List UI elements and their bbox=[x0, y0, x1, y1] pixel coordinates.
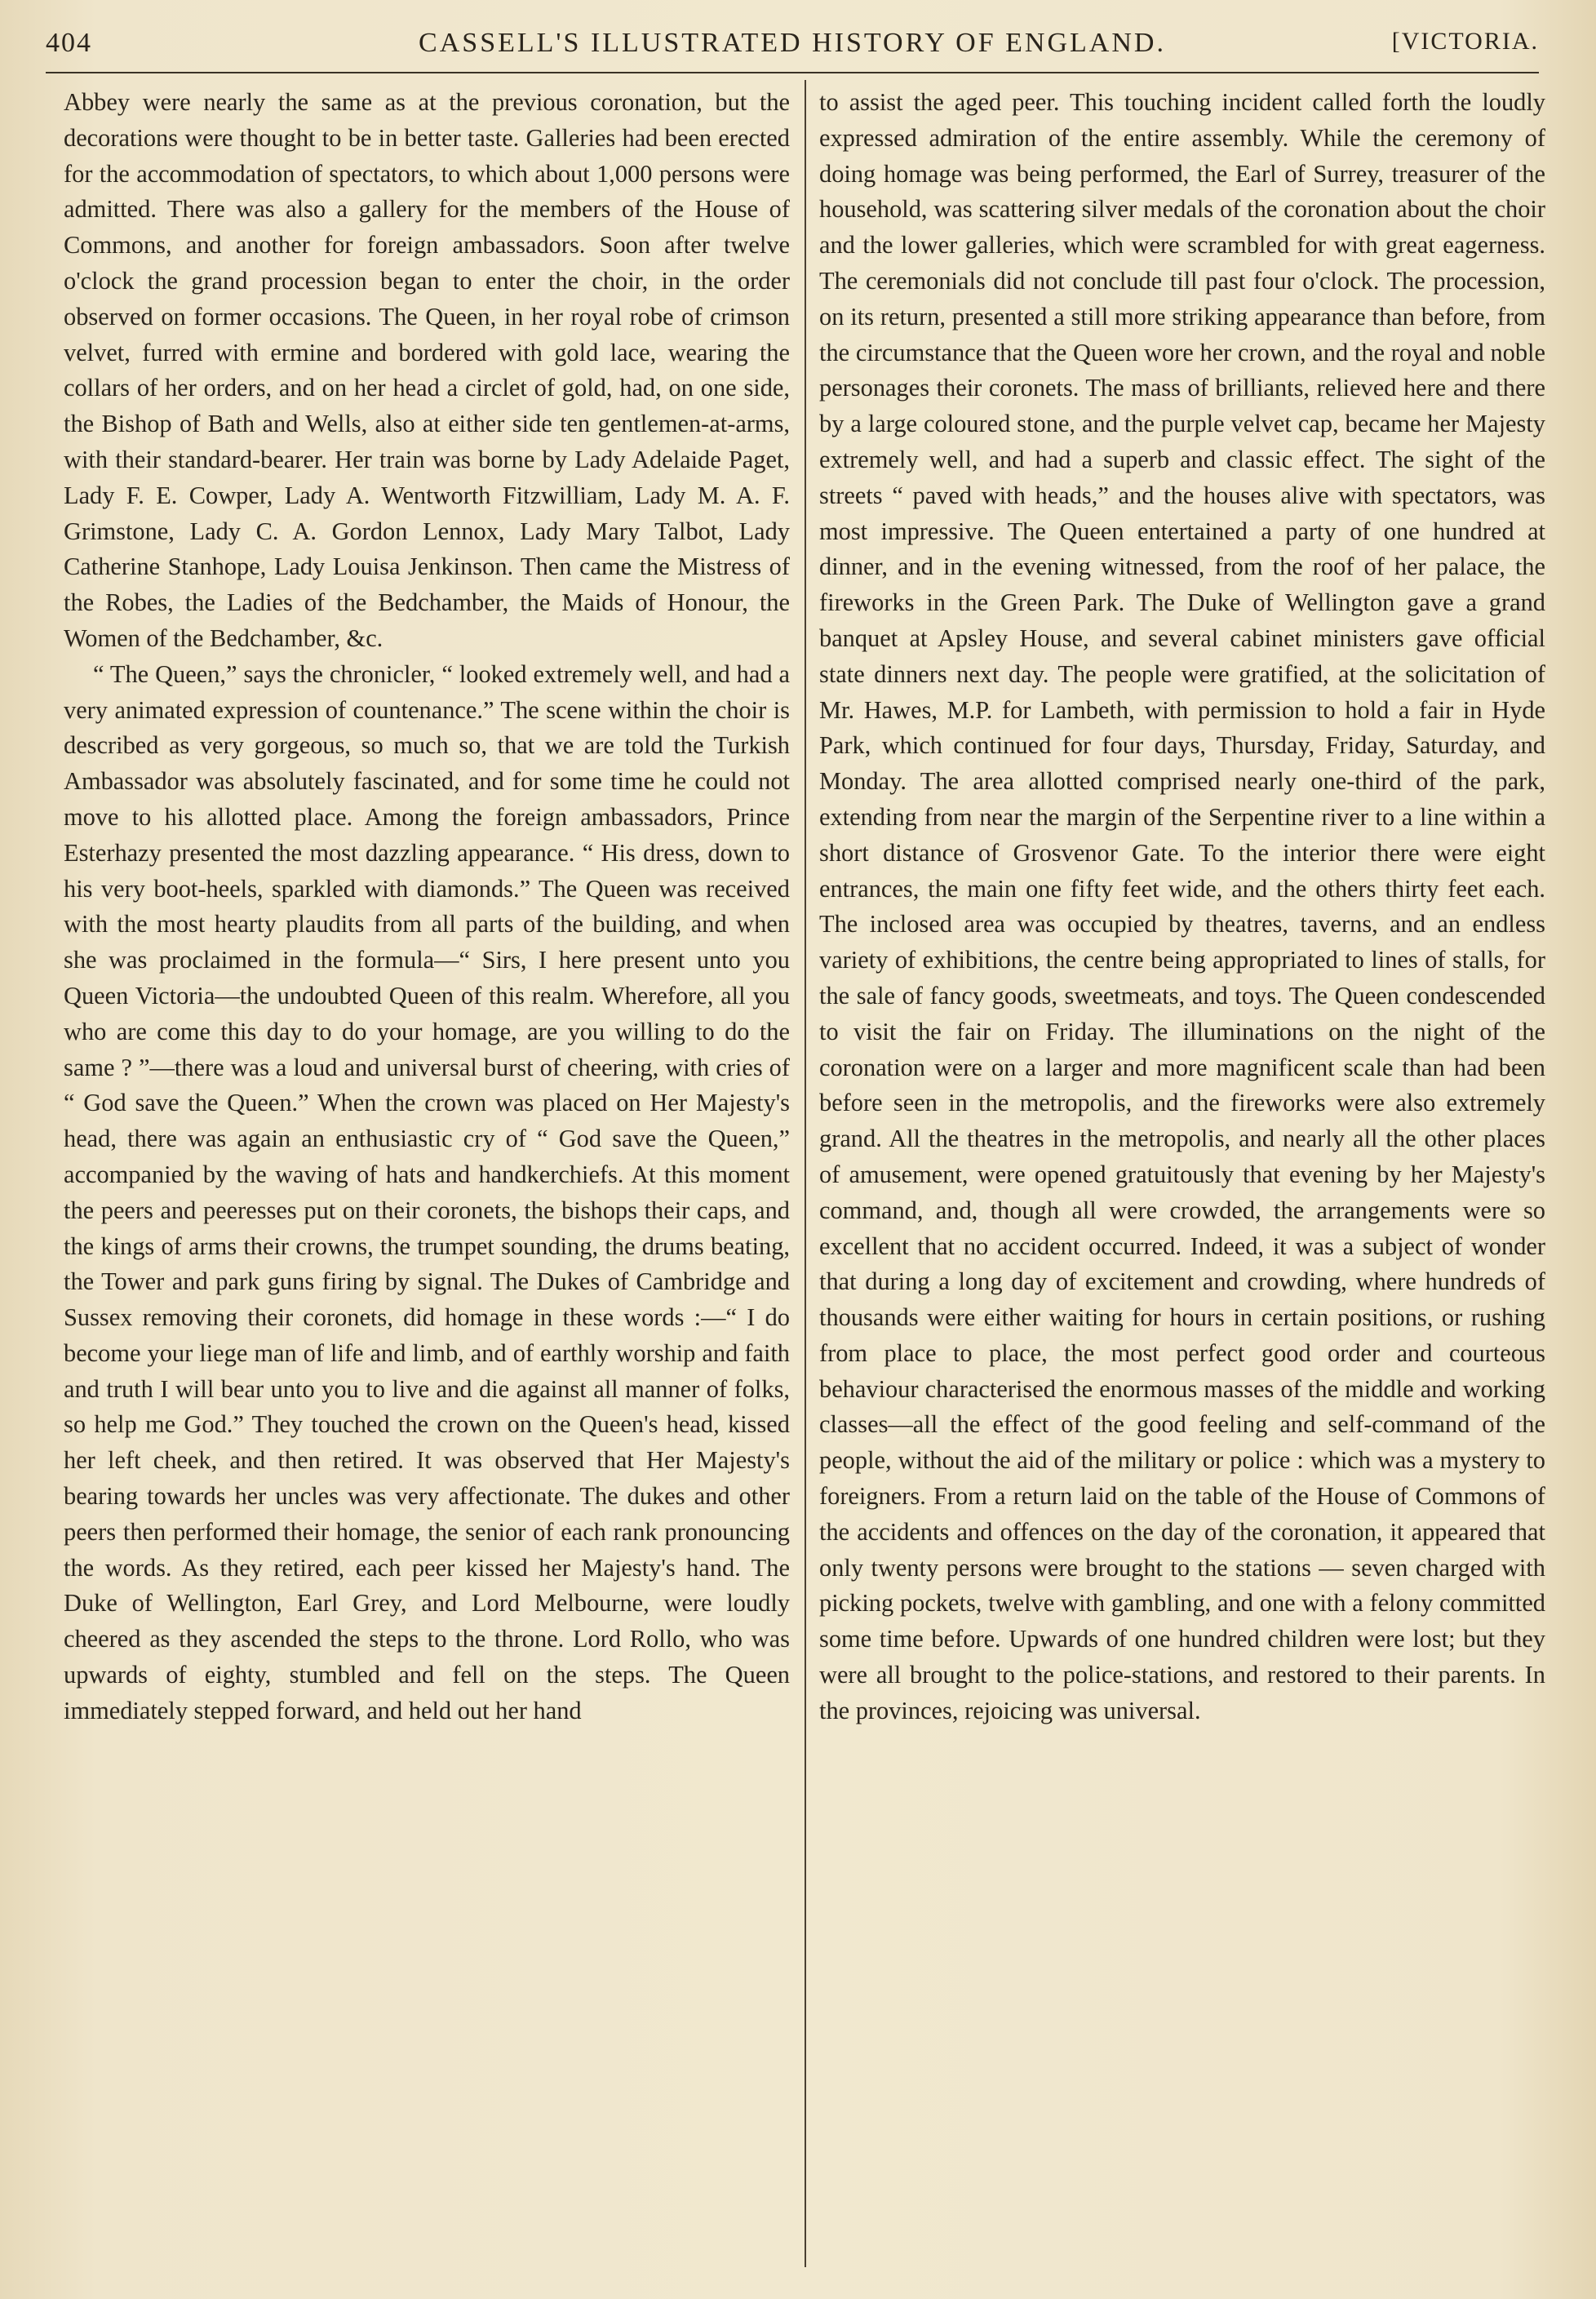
page-number: 404 bbox=[46, 28, 92, 58]
left-paragraph-1: Abbey were nearly the same as at the previous coronation, but the decorations were thought to be in better taste. Galleries had been erected for the accommodation of spectators, to which about 1,000 persons were admitted. There was also a gallery for the members of the House of Commons, and another for foreign ambassadors. Soon after twelve o'clock the grand procession began to enter the choir, in the order observed on former occasions. The Queen, in her royal robe of crimson velvet, furred with ermine and bordered with gold lace, wearing the collars of her orders, and on her head a circlet of gold, had, on one side, the Bishop of Bath and Wells, also at either side ten gentlemen-at-arms, with their standard-bearer. Her train was borne by Lady Adelaide Paget, Lady F. E. Cowper, Lady A. Wentworth Fitzwilliam, Lady M. A. F. Grimstone, Lady C. A. Gordon Lennox, Lady Mary Talbot, Lady Catherine Stanhope, Lady Louisa Jenkinson. Then came the Mistress of the Robes, the Ladies of the Bedchamber, the Maids of Honour, the Women of the Bedchamber, &c. bbox=[64, 88, 790, 652]
left-paragraph-2: “ The Queen,” says the chronicler, “ looked extremely well, and had a very animated expression of countenance.” The scene within the choir is described as very gorgeous, so much so, that we are told the Turkish Ambassador was absolutely fascinated, and for some time he could not move to his allotted place. Among the foreign ambassadors, Prince Esterhazy presented the most dazzling appearance. “ His dress, down to his very boot-heels, sparkled with diamonds.” The Queen was received with the most hearty plaudits from all parts of the building, and when she was proclaimed in the formula—“ Sirs, I here present unto you Queen Victoria—the undoubted Queen of this realm. Wherefore, all you who are come this day to do your homage, are you willing to do the same ? ”—there was a loud and universal burst of cheering, with cries of “ God save the Queen.” When the crown was placed on Her Majesty's head, there was again an enthusiastic cry of “ God save the Queen,” accompanied by the waving of hats and handkerchiefs. At this moment the peers and peeresses put on their coronets, the bishops their caps, and the kings of arms their crowns, the trumpet sounding, the drums beating, the Tower and park guns firing by signal. The Dukes of Cambridge and Sussex removing their coronets, did homage in these words :—“ I do become your liege man of life and limb, and of earthly worship and faith and truth I will bear unto you to live and die against all manner of folks, so help me God.” They touched the crown on the Queen's head, kissed her left cheek, and then retired. It was observed that Her Majesty's bearing towards her uncles was very affectionate. The dukes and other peers then performed their homage, the senior of each rank pronouncing the words. As they retired, each peer kissed her Majesty's hand. The Duke of Wellington, Earl Grey, and Lord Melbourne, were loudly cheered as they ascended the steps to the throne. Lord Rollo, who was upwards of eighty, stumbled and fell on the steps. The Queen immediately stepped forward, and held out her hand bbox=[64, 659, 790, 1724]
right-column bbox=[819, 85, 1545, 2272]
running-title: CASSELL'S ILLUSTRATED HISTORY OF ENGLAND. bbox=[419, 28, 1166, 58]
header-rule bbox=[46, 72, 1539, 73]
reign-label: [VICTORIA. bbox=[1391, 28, 1539, 55]
left-column bbox=[64, 85, 790, 2272]
running-header bbox=[46, 28, 1539, 77]
column-divider bbox=[805, 80, 806, 2267]
right-paragraph-1: to assist the aged peer. This touching incident called forth the loudly expressed admiration of the entire assembly. While the ceremony of doing homage was being performed, the Earl of Surrey, treasurer of the household, was scattering silver medals of the coronation about the choir and the lower galleries, which were scrambled for with great eagerness. The ceremonials did not conclude till past four o'clock. The procession, on its return, presented a still more striking appearance than before, from the circumstance that the Queen wore her crown, and the royal and noble personages their coronets. The mass of brilliants, relieved here and there by a large coloured stone, and the purple velvet cap, became her Majesty extremely well, and had a superb and classic effect. The sight of the streets “ paved with heads,” and the houses alive with spectators, was most impressive. The Queen entertained a party of one hundred at dinner, and in the evening witnessed, from the roof of her palace, the fireworks in the Green Park. The Duke of Wellington gave a grand banquet at Apsley House, and several cabinet ministers gave official state dinners next day. The people were gratified, at the solicitation of Mr. Hawes, M.P. for Lambeth, with permission to hold a fair in Hyde Park, which continued for four days, Thursday, Friday, Saturday, and Monday. The area allotted comprised nearly one-third of the park, extending from near the margin of the Serpentine river to a line within a short distance of Grosvenor Gate. To the interior there were eight entrances, the main one fifty feet wide, and the others thirty feet each. The inclosed area was occupied by theatres, taverns, and an endless variety of exhibitions, the centre being appropriated to lines of stalls, for the sale of fancy goods, sweetmeats, and toys. The Queen condescended to visit the fair on Friday. The illuminations on the night of the coronation were on a larger and more magnificent scale than had been before seen in the metropolis, and the fireworks were also extremely grand. All the theatres in the metropolis, and nearly all the other places of amusement, were opened gratuitously that evening by her Majesty's command, and, though all were crowded, the arrangements were so excellent that no accident occurred. Indeed, it was a subject of wonder that during a long day of excitement and crowding, where hundreds of thousands were either waiting for hours in certain positions, or rushing from place to place, the most perfect good order and courteous behaviour characterised the enormous masses of the middle and working classes—all the effect of the good feeling and self-command of the people, without the aid of the military or police : which was a mystery to foreigners. From a return laid on the table of the House of Commons of the accidents and offences on the day of the coronation, it appeared that only twenty persons were brought to the stations — seven charged with picking pockets, twelve with gambling, and one with a felony committed some time before. Upwards of one hundred children were lost; but they were all brought to the police-stations, and restored to their parents. In the provinces, rejoicing was universal. bbox=[819, 88, 1545, 1724]
